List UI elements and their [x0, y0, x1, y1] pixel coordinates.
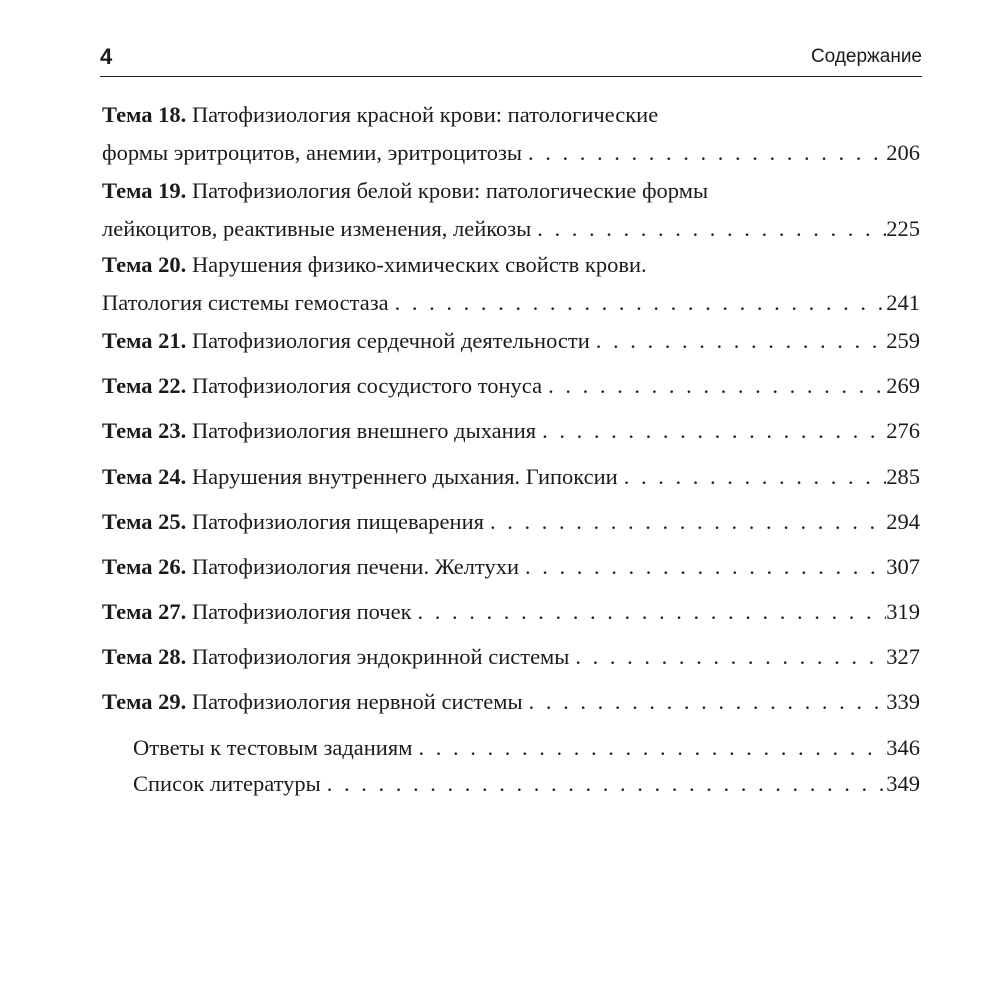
- toc-entry-page: 269: [886, 373, 920, 398]
- toc-entry-title: Нарушения внутреннего дыхания. Гипоксии: [191, 464, 618, 489]
- toc-entry-topic-26[interactable]: [102, 548, 920, 586]
- toc-entry-label: Тема 23.: [102, 418, 187, 443]
- dot-leader: [523, 683, 887, 721]
- toc-entry-page: 225: [886, 216, 920, 241]
- page-number: 4: [100, 44, 113, 69]
- toc-entry-title: Патофизиология сердечной деятельности: [191, 328, 590, 353]
- dot-leader: [412, 593, 887, 631]
- toc-entry-label: Тема 18.: [102, 102, 187, 127]
- toc-entry-title-line-2: лейкоцитов, реактивные изменения, лейкозы: [102, 216, 532, 241]
- toc-entry-label: Тема 25.: [102, 509, 187, 534]
- toc-entry-title: Патофизиология пищеварения: [191, 509, 484, 534]
- toc-entry-page: 259: [886, 328, 920, 353]
- toc-entry-page: 346: [886, 735, 920, 760]
- running-title: Содержание: [810, 46, 922, 67]
- toc-entry-page: 339: [886, 689, 920, 714]
- toc-entry-topic-19[interactable]: [102, 172, 920, 248]
- dot-leader: [522, 134, 886, 172]
- dot-leader: [484, 503, 886, 541]
- toc-entry-topic-20[interactable]: [102, 246, 920, 322]
- toc-entry-topic-27[interactable]: [102, 593, 920, 631]
- toc-entry-label: Тема 24.: [102, 464, 187, 489]
- toc-entry-label: Тема 28.: [102, 644, 187, 669]
- toc-entry-page: 319: [886, 599, 920, 624]
- toc-entry-test-answers[interactable]: [133, 729, 920, 767]
- toc-entry-label: Тема 26.: [102, 554, 187, 579]
- toc-entry-page: 241: [886, 290, 920, 315]
- toc-entry-page: 349: [886, 771, 920, 796]
- toc-entry-title: Ответы к тестовым заданиям: [133, 735, 413, 760]
- toc-entry-title: Патофизиология сосудистого тонуса: [191, 373, 543, 398]
- toc-entry-page: 285: [886, 464, 920, 489]
- toc-entry-title: Патофизиология печени. Желтухи: [191, 554, 520, 579]
- toc-entry-label: Тема 20.: [102, 252, 187, 277]
- toc-entry-label: Тема 29.: [102, 689, 187, 714]
- toc-entry-label: Тема 21.: [102, 328, 187, 353]
- toc-entry-title-line-1: Патофизиология красной крови: патологические: [191, 102, 659, 127]
- dot-leader: [412, 729, 886, 767]
- toc-entry-bibliography[interactable]: [133, 765, 920, 803]
- toc-entry-topic-24[interactable]: [102, 458, 920, 496]
- toc-entry-label: Тема 19.: [102, 178, 187, 203]
- toc-entry-page: 276: [886, 418, 920, 443]
- toc-entry-title: Список литературы: [133, 771, 321, 796]
- toc-entry-topic-25[interactable]: [102, 503, 920, 541]
- toc-entry-topic-28[interactable]: [102, 638, 920, 676]
- dot-leader: [321, 765, 886, 803]
- toc-entry-title: Патофизиология эндокринной системы: [191, 644, 570, 669]
- dot-leader: [618, 458, 887, 496]
- toc-entry-topic-18[interactable]: [102, 96, 920, 172]
- dot-leader: [536, 412, 886, 450]
- dot-leader: [519, 548, 886, 586]
- toc-entry-label: Тема 27.: [102, 599, 187, 624]
- toc-entry-title: Патофизиология внешнего дыхания: [191, 418, 537, 443]
- dot-leader: [389, 284, 887, 322]
- toc-entry-topic-23[interactable]: [102, 412, 920, 450]
- toc-entry-page: 206: [886, 140, 920, 165]
- dot-leader: [590, 322, 886, 360]
- toc-entry-page: 294: [886, 509, 920, 534]
- dot-leader: [569, 638, 886, 676]
- toc-entry-topic-22[interactable]: [102, 367, 920, 405]
- dot-leader: [531, 210, 886, 248]
- toc-entry-label: Тема 22.: [102, 373, 187, 398]
- toc-entry-topic-29[interactable]: [102, 683, 920, 721]
- toc-entry-title: Патофизиология почек: [191, 599, 412, 624]
- dot-leader: [542, 367, 886, 405]
- toc-entry-title-line-1: Патофизиология белой крови: патологические формы: [191, 178, 709, 203]
- toc-entry-topic-21[interactable]: [102, 322, 920, 360]
- toc-entry-page: 307: [886, 554, 920, 579]
- toc-entry-title-line-1: Нарушения физико-химических свойств крови.: [191, 252, 647, 277]
- toc-entry-page: 327: [886, 644, 920, 669]
- toc-entry-title: Патофизиология нервной системы: [191, 689, 523, 714]
- toc-entry-title-line-2: Патология системы гемостаза: [102, 290, 389, 315]
- toc-entry-title-line-2: формы эритроцитов, анемии, эритроцитозы: [102, 140, 523, 165]
